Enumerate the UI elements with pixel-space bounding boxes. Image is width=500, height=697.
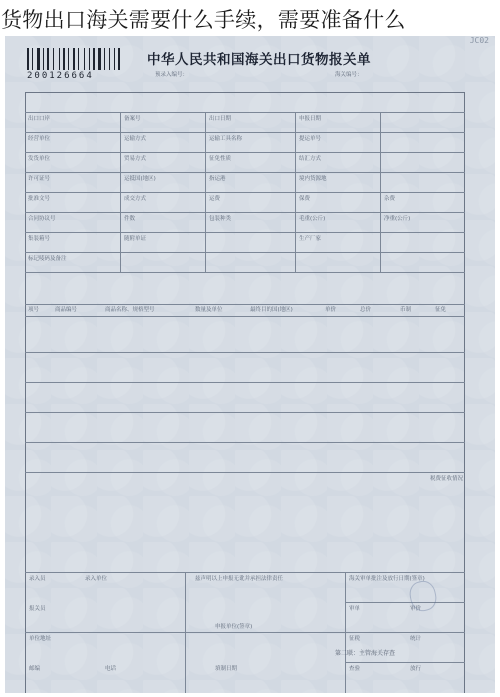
label-marks: 标记唛码及备注: [28, 256, 67, 262]
label-source: 境内货源地: [299, 176, 327, 182]
rule: [25, 252, 465, 253]
release-label: 放行: [410, 666, 422, 672]
label-port: 指运港: [209, 176, 226, 182]
label-transport-name: 运输工具名称: [209, 136, 243, 142]
barcode: [27, 48, 135, 84]
customs-number-label: 海关编号：: [335, 72, 363, 78]
rule: [25, 272, 465, 273]
rule: [25, 192, 465, 193]
label-export-port: 出口口岸: [28, 116, 51, 122]
label-record-no: 备案号: [124, 116, 141, 122]
declarer-label: 报关员: [29, 606, 46, 612]
barcode-bar: [78, 48, 79, 70]
tax-stamp-label: 征税: [349, 636, 361, 642]
form-code: JC02: [469, 36, 489, 45]
rule: [25, 316, 465, 317]
rule: [380, 112, 381, 272]
rule: [345, 662, 465, 663]
page-caption: 货物出口海关需要什么手续，需要准备什么: [1, 8, 406, 32]
label-declare-date: 申报日期: [299, 116, 322, 122]
rule: [25, 632, 465, 633]
rule: [205, 112, 206, 272]
label-export-date: 出口日期: [209, 116, 232, 122]
label-net: 净重(公斤): [384, 216, 411, 222]
label-contract: 合同协议号: [28, 216, 56, 222]
barcode-bar: [47, 48, 49, 70]
label-freight: 运费: [209, 196, 221, 202]
col-unit-price: 单价: [325, 307, 337, 313]
label-gross: 毛重(公斤): [299, 216, 326, 222]
examine-label: 审价: [410, 606, 422, 612]
customs-review-label: 海关审单批注及放行日期(签章): [349, 576, 425, 582]
rule: [25, 352, 465, 353]
barcode-bar: [63, 48, 65, 70]
barcode-bar: [114, 48, 115, 70]
barcode-bar: [84, 48, 85, 70]
fill-date-label: 填制日期: [215, 666, 238, 672]
declare-unit-label: 申报单位(签章): [215, 624, 253, 630]
rule: [25, 172, 465, 173]
barcode-bar: [27, 48, 29, 70]
barcode-bar: [109, 48, 110, 70]
col-quantity: 数量及单位: [195, 307, 223, 313]
label-license: 许可证号: [28, 176, 51, 182]
label-manufacturer: 生产厂家: [299, 236, 322, 242]
declaration-text: 兹声明以上申报无讹并承担法律责任: [195, 576, 284, 582]
rule: [25, 304, 465, 305]
stats-label: 统计: [410, 636, 422, 642]
rule: [25, 112, 465, 113]
barcode-bar: [93, 48, 95, 70]
barcode-bars: [27, 48, 135, 70]
barcode-bar: [43, 48, 44, 70]
inspect-label: 查验: [349, 666, 361, 672]
rule: [25, 572, 465, 573]
rule: [120, 112, 121, 272]
rule: [25, 232, 465, 233]
rule: [25, 152, 465, 153]
address-label: 单位地址: [29, 636, 52, 642]
form-title: 中华人民共和国海关出口货物报关单: [147, 52, 371, 68]
barcode-bar: [73, 48, 75, 70]
col-goods-name: 商品名称、规格型号: [105, 307, 155, 313]
barcode-bar: [118, 48, 120, 70]
label-package: 包装种类: [209, 216, 232, 222]
label-destination-country: 运抵国(地区): [124, 176, 156, 182]
rule: [25, 412, 465, 413]
barcode-bar: [37, 48, 40, 70]
rule: [25, 132, 465, 133]
label-misc: 杂费: [384, 196, 396, 202]
col-exemption: 征免: [435, 307, 447, 313]
label-deal-mode: 成交方式: [124, 196, 147, 202]
audit-label: 审单: [349, 606, 361, 612]
rule: [25, 212, 465, 213]
preentry-label: 预录入编号：: [155, 72, 189, 78]
barcode-bar: [68, 48, 69, 70]
label-exemption: 征免性质: [209, 156, 232, 162]
rule: [295, 112, 296, 272]
rule: [25, 472, 465, 473]
label-pieces: 件数: [124, 216, 136, 222]
label-documents: 随附单证: [124, 236, 147, 242]
label-business-unit: 经营单位: [28, 136, 51, 142]
phone-label: 电话: [105, 666, 117, 672]
label-bill-no: 提运单号: [299, 136, 322, 142]
entry-unit-label: 录入单位: [85, 576, 108, 582]
barcode-bar: [59, 48, 60, 70]
rule: [25, 442, 465, 443]
entry-clerk-label: 录入员: [29, 576, 46, 582]
label-insurance: 保费: [299, 196, 311, 202]
col-destination: 最终目的国(地区): [250, 307, 293, 313]
form-grid: [25, 92, 465, 693]
rule: [345, 602, 465, 603]
barcode-bar: [53, 48, 54, 70]
barcode-bar: [98, 48, 101, 70]
postcode-label: 邮编: [29, 666, 41, 672]
barcode-bar: [32, 48, 33, 70]
col-total-price: 总价: [360, 307, 372, 313]
rule: [25, 382, 465, 383]
barcode-number: 200126664: [27, 71, 94, 81]
label-trade-mode: 贸易方式: [124, 156, 147, 162]
label-settlement: 结汇方式: [299, 156, 322, 162]
label-shipper: 发货单位: [28, 156, 51, 162]
barcode-bar: [104, 48, 105, 70]
label-container: 集装箱号: [28, 236, 51, 242]
barcode-bar: [89, 48, 90, 70]
customs-declaration-form: [5, 36, 495, 693]
col-currency: 币制: [400, 307, 412, 313]
col-hs-code: 商品编号: [55, 307, 78, 313]
col-item-no: 项号: [28, 307, 40, 313]
label-approval: 批准文号: [28, 196, 51, 202]
copy-note: 第二联：主管海关存查: [335, 650, 396, 657]
tax-label: 税费征收情况: [430, 476, 464, 482]
label-transport-mode: 运输方式: [124, 136, 147, 142]
